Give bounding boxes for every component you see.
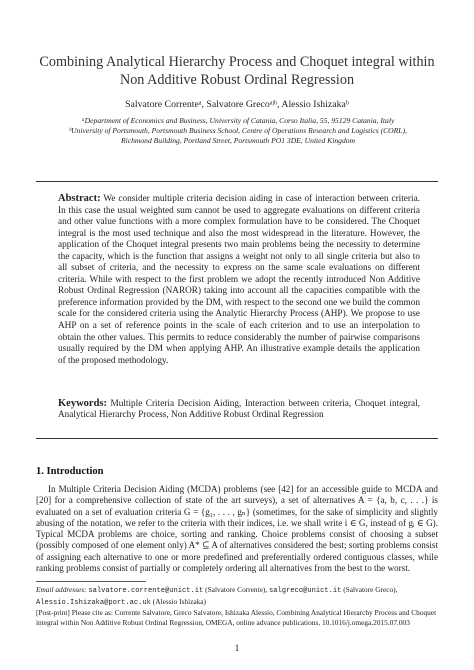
affiliation-b: ᵇUniversity of Portsmouth, Portsmouth Business School, Centre of Operations Research and Logistics (CORL),: [69, 126, 407, 135]
affiliation-a: ᵃDepartment of Economics and Business, University of Catania, Corso Italia, 55, 95129 Catania, Italy: [81, 116, 395, 125]
keywords-block: [58, 398, 420, 422]
abstract-text: We consider multiple criteria decision aiding in case of interaction between criteria. In this case the usual weighted sum cannot be used to aggregate evaluations on different criteria and other value functions with a more complex formulation have to be considered. The Choquet integral is the most used technique and also the most widespread in the literature. However, the application of the Choquet integral presents two main problems being the necessity to determine the capacity, which is the function that assigns a weight not only to all single criteria but also to all subset of criteria, and the necessity to express on the same scale evaluations on different criteria. While with respect to the first problem we adopt the recently introduced Non Additive Robust Ordinal Regression (NAROR) taking into account all the capacities compatible with the preference information provided by the DM, with respect to the second one we build the common scale for the considered criteria using the Analytic Hierarchy Process (AHP). We propose to use AHP on a set of reference points in the scale of each criterion and to use an interpolation to obtain the other values. This permits to reduce considerably the number of pairwise comparisons usually required by the DM when applying AHP. An illustrative example details the application of the proposed methodology.: [58, 194, 420, 366]
abstract-bottom-rule: [36, 438, 438, 439]
keywords-text: Multiple Criteria Decision Aiding, Interaction between criteria, Choquet integral, Analytical Hierarchy Process, Non Additive Robust Ordinal Regression: [58, 399, 420, 421]
abstract-heading: Abstract:: [58, 193, 101, 204]
keywords-heading: Keywords:: [58, 398, 107, 409]
email-line: [36, 585, 438, 608]
email-link-greco[interactable]: salgreco@unict.it: [269, 587, 342, 595]
title-line-2: Non Additive Robust Ordinal Regression: [119, 72, 355, 88]
footnote-block: [36, 585, 438, 628]
email-label: Email addresses:: [36, 585, 87, 594]
footnote-rule: [36, 581, 146, 582]
email-link-ishizaka[interactable]: Alessio.Ishizaka@port.ac.uk: [36, 598, 151, 607]
email-owner-ishizaka: (Alessio Ishizaka): [152, 596, 207, 606]
abstract-top-rule: [36, 181, 438, 182]
paper-title: [20, 53, 454, 89]
email-owner-greco: (Salvatore Greco),: [343, 585, 398, 594]
section-heading: 1. Introduction: [36, 466, 104, 477]
page-number: 1: [234, 644, 240, 654]
postprint-note: [Post-print] Please cite as: Corrente Salvatore, Greco Salvatore, Ishizaka Alessio, Combining Analytical Hierarchy Process and Choquet integral within Non Additive Robust Ordinal Regression, OMEGA, online advance publications, 10.1016/j.omega.2015.07.003: [36, 608, 437, 628]
affiliation-b-address: Richmond Building, Portland Street, Portsmouth PO1 3DE, United Kingdom: [120, 136, 356, 145]
title-line-1: Combining Analytical Hierarchy Process and Choquet integral within: [39, 54, 435, 70]
affiliations: [38, 116, 438, 146]
abstract-block: [58, 193, 420, 367]
author-list: Salvatore Correnteᵃ, Salvatore Grecoᵃʲᵇ, Alessio Ishizakaᵇ: [125, 99, 349, 110]
email-owner-corrente: (Salvatore Corrente),: [205, 585, 268, 594]
email-link-corrente[interactable]: salvatore.corrente@unict.it: [88, 587, 204, 595]
intro-paragraph: In Multiple Criteria Decision Aiding (MCDA) problems (see [42] for an accessible guide to MCDA and [20] for a comprehensive collection of state of the art surveys), a set of alternatives A = {a, b, c, . . .} is evaluated on a set of evaluation criteria G = {g₁, . . . , gₙ} (sometimes, for the sake of simplicity and slightly abusing of the notation, we refer to the criteria with their indices, i.e. we shall write i ∈ G, instead of gᵢ ∈ G). Typical MCDA problems are choice, sorting and ranking. Choice problems consist of choosing a subset (possibly composed of one element only) A* ⊆ A of alternatives considered the best; sorting problems consist of assigning each alternative to one or more predefined and preferentially ordered contiguous classes, while ranking problems consist of partially or completely ordering all alternatives from the best to the worst.: [36, 484, 438, 574]
